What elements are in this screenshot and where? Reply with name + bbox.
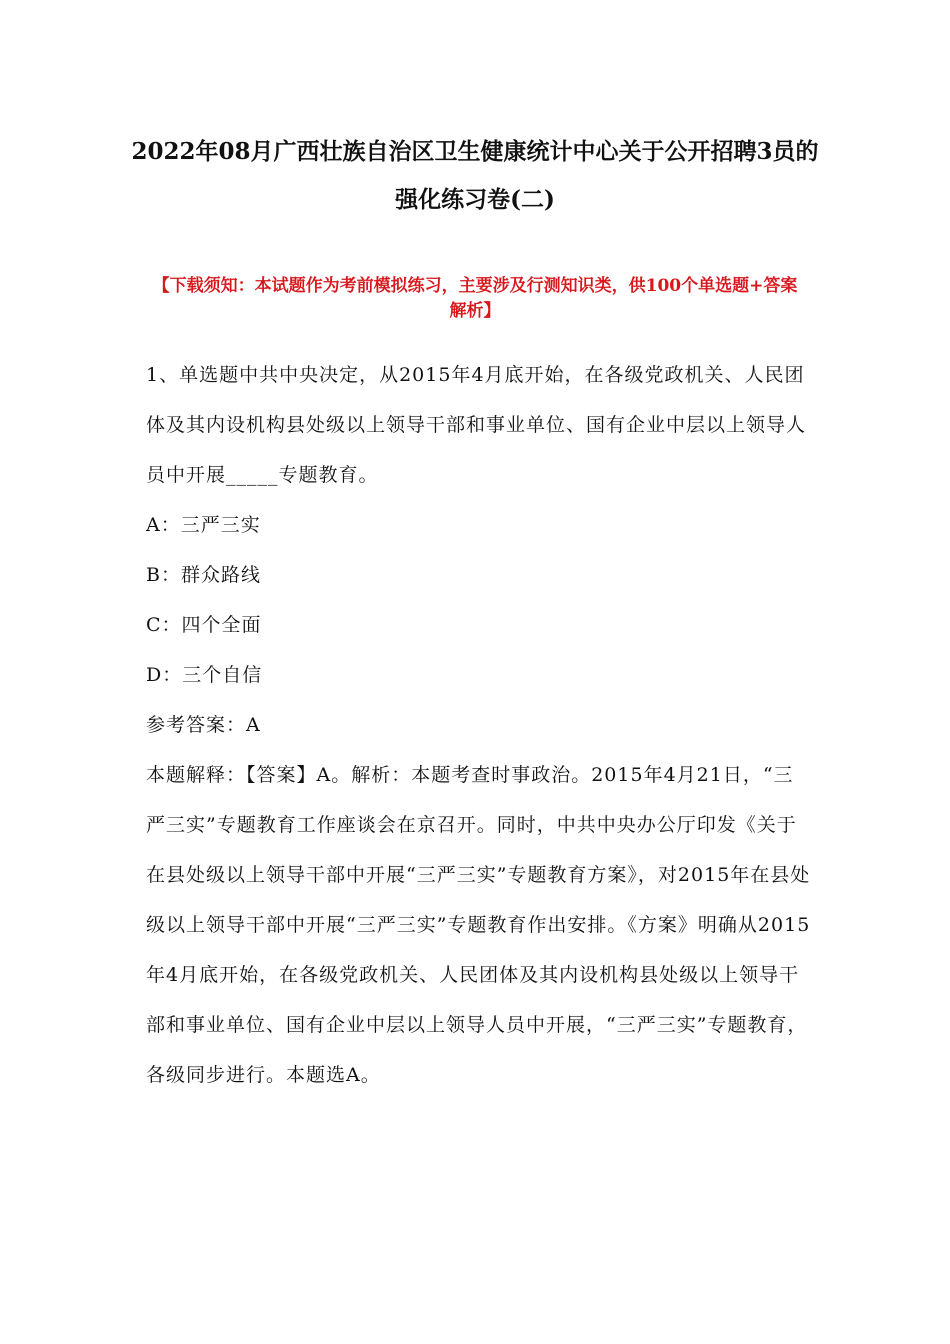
answer-explanation: 本题解释：【答案】A。解析：本题考查时事政治。2015年4月21日，“三严三实”专题教育工作座谈会在京召开。同时，中共中央办公厅印发《关于在县处级以上领导干部中开展“三严三实”专题教育方案》，对2015年在县处级以上领导干部中开展“三严三实”专题教育作出安排。《方案》明确从2015年4月底开始，在各级党政机关、人民团体及其内设机构县处级以上领导干部和事业单位、国有企业中层以上领导人员中开展，“三严三实”专题教育，各级同步进行。本题选A。 xyxy=(146,764,811,1086)
option-a: A：三严三实 xyxy=(146,514,261,536)
reference-answer: 参考答案：A xyxy=(146,714,261,736)
document-title: 2022年08月广西壮族自治区卫生健康统计中心关于公开招聘3员的强化练习卷(二) xyxy=(131,138,819,213)
download-notice: 【下载须知：本试题作为考前模拟练习，主要涉及行测知识类，供100个单选题+答案解析】 xyxy=(152,276,798,321)
question-text: 1、单选题中共中央决定，从2015年4月底开始，在各级党政机关、人民团体及其内设机构县处级以上领导干部和事业单位、国有企业中层以上领导人员中开展_____专题教育。 xyxy=(146,364,807,486)
option-d: D：三个自信 xyxy=(146,664,263,686)
option-b: B：群众路线 xyxy=(146,564,261,586)
option-c: C：四个全面 xyxy=(146,614,262,636)
answer-options xyxy=(146,500,811,700)
